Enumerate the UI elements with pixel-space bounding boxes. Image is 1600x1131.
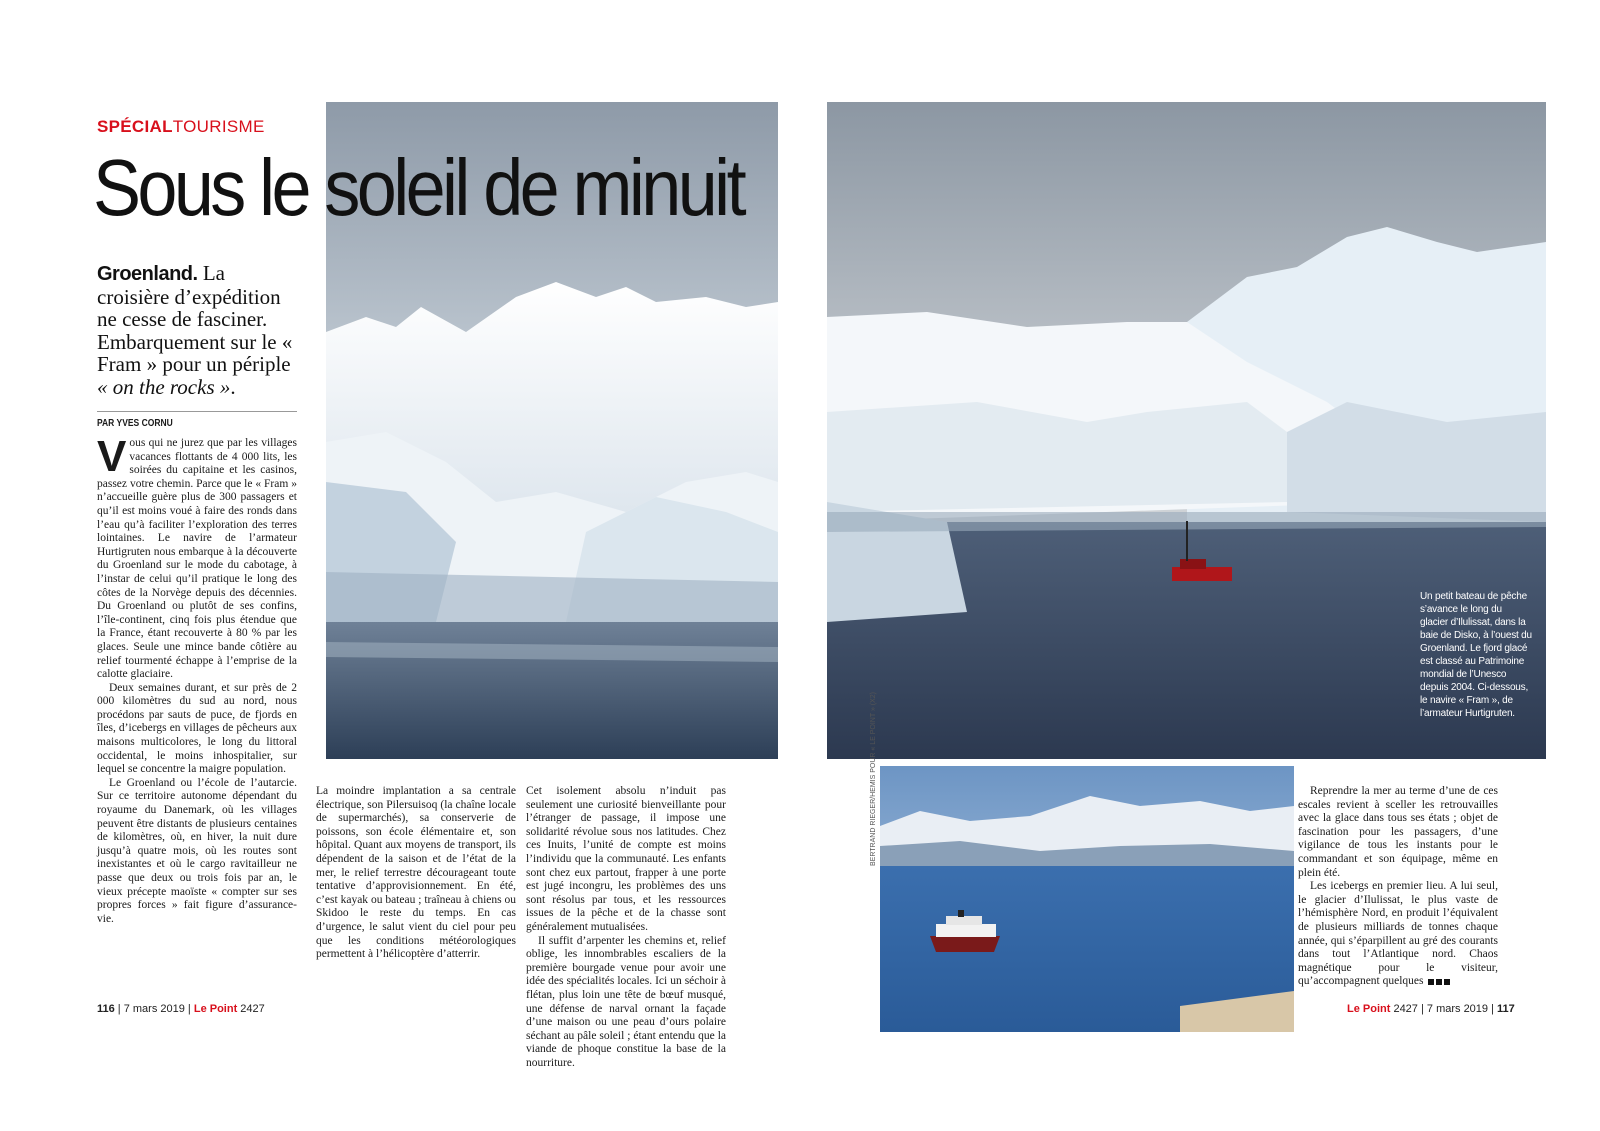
body-column-3 — [526, 785, 726, 1069]
body-column-1 — [97, 432, 297, 997]
paragraph — [97, 432, 297, 682]
page-number: 116 — [97, 1003, 115, 1015]
issue-number: 2427 — [237, 1003, 265, 1015]
article-lede — [97, 262, 297, 398]
paragraph-text: ous qui ne jurez que par les villages vacances flottants de 4 000 lits, les soirées du capitaine et les casinos, passez votre chemin. Parce que le « Fram » n’accueille guère plus de 300 passagers et qu’il est moins voué à faire des ronds dans l’eau qu’à faciliter l’exploration des terres lointaines. Le navire de l’armateur Hurtigruten nous embarque à la découverte du Groenland sur le mode du cabotage, à l’instar de celui qu’il pratique le long des côtes de la Norvège depuis des décennies. Du Groenland ou plutôt de ses confins, l’île-continent, cinq fois plus étendue que la France, étant recouverte à 80 % par les glaces. Seule une mince bande côtière au relief tourmenté échappe à l’emprise de la calotte glaciaire. — [97, 437, 297, 681]
lede-end: . — [230, 374, 236, 399]
drop-cap: V — [97, 432, 127, 481]
magazine-name: Le Point — [1347, 1003, 1391, 1015]
paragraph: La moindre implantation a sa centrale électrique, son Pilersuisoq (la chaîne locale de supermarchés), sa conserverie de poissons, son école élémentaire et, son hôpital. Quant aux moyens de transport, ils dépendent de la saison et de l’état de la mer, le relief terrestre décourageant toute tentative d’approvisionnement. En été, c’est kayak ou bateau ; traîneau à chiens ou Skidoo le reste du temps. En cas d’urgence, le salut vient du ciel pour peu que les conditions météorologiques permettent à l’hélicoptère d’atterrir. — [316, 785, 516, 961]
page-number: 117 — [1497, 1003, 1515, 1015]
lede-text: La croisière d’expédition ne cesse de fasciner. Embarquement sur le « Fram » pour un périple — [97, 261, 293, 376]
paragraph-text: Les icebergs en premier lieu. A lui seul, le glacier d’Ilulissat, le plus vaste de l’hémisphère Nord, en produit l’équivalent de plusieurs milliards de tonnes chaque année, qui s’éparpillent au gré des courants dans tout l’Atlantique nord. Chaos magnétique pour le visiteur, qu’accompagnent quelques — [1298, 880, 1498, 988]
paragraph: Cet isolement absolu n’induit pas seulement une curiosité bienveillante pour l’étranger de passage, il impose une solidarité révolue sous nos latitudes. Chez ces Inuits, l’unité de compte est moins l’individu que la communauté. Les enfants sont chez eux partout, frapper à une porte est jugé incongru, les problèmes des uns sont résolus par tous, et les ressources issues de la pêche et de la chasse sont généralement mutualisées. — [526, 785, 726, 933]
body-column-2 — [316, 785, 516, 995]
paragraph: Le Groenland ou l’école de l’autarcie. Sur ce territoire autonome dépendant du royaume du Danemark, où les villages peuvent être distants de plusieurs centaines de kilomètres, où, en hiver, la nuit dure jusqu’à quatre mois, où les routes sont inexistantes et où le cargo ravitailleur ne passe que deux ou trois fois par an, le vieux précepte maoïste « compter sur ses propres forces » fait figure d’assurance-vie. — [97, 776, 297, 925]
photo-credit: BERTRAND RIEGER/HEMIS POUR « LE POINT » (X2) — [870, 691, 877, 866]
byline: PAR YVES CORNU — [97, 418, 173, 429]
kicker-light: TOURISME — [172, 117, 265, 136]
lede-italic: « on the rocks » — [97, 374, 231, 399]
photo-caption: Un petit bateau de pêche s’avance le long du glacier d’Ilulissat, dans la baie de Disko, à l’ouest du Groenland. Le fjord glacé est classé au Patrimoine mondial de l’Unesco depuis 2004. Ci-dessous, le navire « Fram », de l’armateur Hurtigruten. — [1420, 591, 1532, 719]
folio-date: | 7 mars 2019 | — [114, 1003, 194, 1015]
lede-lead: Groenland. — [97, 263, 198, 285]
section-kicker — [97, 117, 265, 137]
paragraph: Il suffit d’arpenter les chemins et, relief oblige, les innombrables escaliers de la première bourgade venue pour avoir une idée des spécialités locales. Ici un séchoir à flétan, plus loin une tête de bœuf musqué, une défense de narval ornant la façade d’une maison ou une peau d’ours polaire séchant au pâle soleil ; étant entendu que la viande de phoque constitue la base de la nourriture. — [526, 934, 726, 1069]
magazine-name: Le Point — [193, 1003, 238, 1015]
paragraph: Deux semaines durant, et sur près de 2 000 kilomètres du sud au nord, nous procédons par sauts de puce, de fjords en îles, d’icebergs en villages de pêcheurs aux maisons multicolores, le long du littoral occidental, le moins inhospitalier, sur lequel se concentre la maigre population. — [97, 681, 297, 776]
paragraph — [1298, 880, 1498, 989]
fram-ship-photo — [880, 766, 1294, 1032]
folio-left — [97, 1003, 265, 1015]
folio-right — [1347, 1003, 1515, 1015]
byline-rule — [97, 411, 297, 412]
kicker-bold: SPÉCIAL — [97, 117, 173, 136]
folio-date: | 7 mars 2019 | — [1417, 1003, 1498, 1015]
article-title: Sous le soleil de minuit — [93, 143, 743, 232]
paragraph: Reprendre la mer au terme d’une de ces escales revient à sceller les retrouvailles avec la glace dans tous ses états ; objet de fascination pour les passagers, d’une vigilance de tous les instants pour le commandant et son équipage, même en plein été. — [1298, 785, 1498, 879]
body-column-4 — [1298, 785, 1498, 995]
issue-number: 2427 — [1390, 1003, 1418, 1015]
end-mark-icon — [1428, 979, 1450, 985]
